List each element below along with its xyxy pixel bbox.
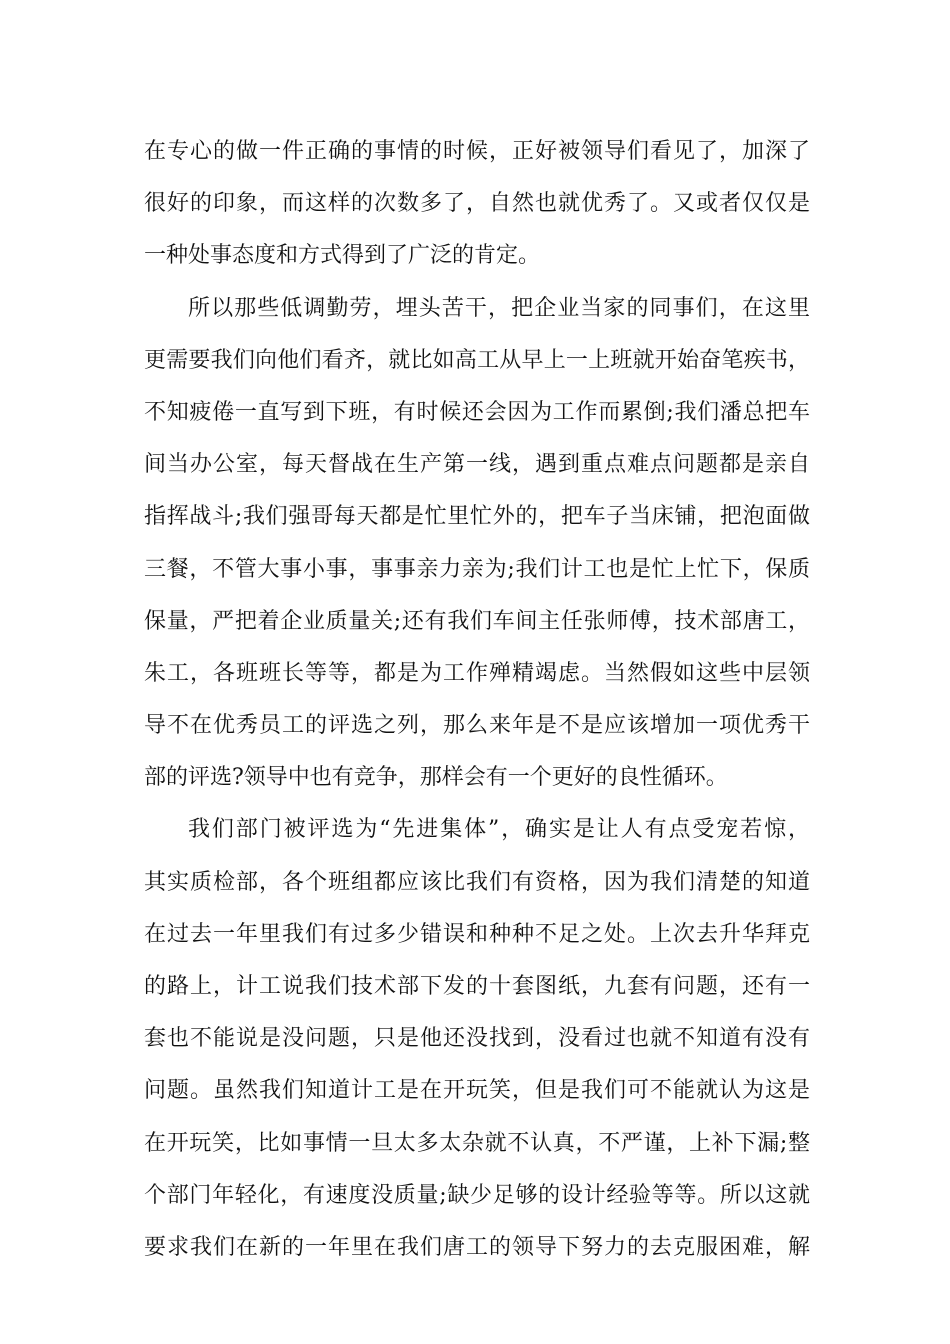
text-line: 在过去一年里我们有过多少错误和种种不足之处。上次去升华拜克 — [144, 921, 810, 947]
text-line: 很好的印象，而这样的次数多了，自然也就优秀了。又或者仅仅是 — [144, 191, 810, 217]
text-line: 朱工，各班班长等等，都是为工作殚精竭虑。当然假如这些中层领 — [144, 660, 810, 686]
text-line: 在专心的做一件正确的事情的时候，正好被领导们看见了，加深了 — [144, 139, 810, 164]
text-line: 不知疲倦一直写到下班，有时候还会因为工作而累倒;我们潘总把车 — [144, 399, 810, 425]
paragraph — [144, 283, 810, 805]
text-line: 保量，严把着企业质量关;还有我们车间主任张师傅，技术部唐工， — [144, 608, 810, 634]
text-line: 其实质检部，各个班组都应该比我们有资格，因为我们清楚的知道 — [144, 869, 810, 895]
text-line: 更需要我们向他们看齐，就比如高工从早上一上班就开始奋笔疾书， — [144, 347, 810, 373]
text-line: 指挥战斗;我们强哥每天都是忙里忙外的，把车子当床铺，把泡面做 — [144, 504, 810, 530]
text-line: 我们部门被评选为“先进集体”，确实是让人有点受宠若惊， — [188, 817, 810, 843]
text-line: 部的评选?领导中也有竞争，那样会有一个更好的良性循环。 — [144, 765, 728, 791]
text-line: 在开玩笑，比如事情一旦太多太杂就不认真，不严谨，上补下漏;整 — [144, 1130, 810, 1156]
text-line: 所以那些低调勤劳，埋头苦干，把企业当家的同事们，在这里 — [188, 295, 810, 321]
paragraph — [144, 126, 810, 283]
text-line: 问题。虽然我们知道计工是在开玩笑，但是我们可不能就认为这是 — [144, 1078, 810, 1104]
text-line: 一种处事态度和方式得到了广泛的肯定。 — [144, 243, 541, 269]
text-line: 要求我们在新的一年里在我们唐工的领导下努力的去克服困难，解 — [144, 1234, 810, 1260]
text-line: 套也不能说是没问题，只是他还没找到，没看过也就不知道有没有 — [144, 1026, 810, 1052]
text-line: 导不在优秀员工的评选之列，那么来年是不是应该增加一项优秀干 — [144, 713, 810, 739]
text-line: 三餐，不管大事小事，事事亲力亲为;我们计工也是忙上忙下，保质 — [144, 556, 810, 582]
paragraph — [144, 804, 810, 1274]
text-line: 的路上，计工说我们技术部下发的十套图纸，九套有问题，还有一 — [144, 974, 810, 999]
document-body — [144, 126, 810, 1274]
text-line: 个部门年轻化，有速度没质量;缺少足够的设计经验等等。所以这就 — [144, 1182, 810, 1208]
text-line: 间当办公室，每天督战在生产第一线，遇到重点难点问题都是亲自 — [144, 452, 810, 478]
